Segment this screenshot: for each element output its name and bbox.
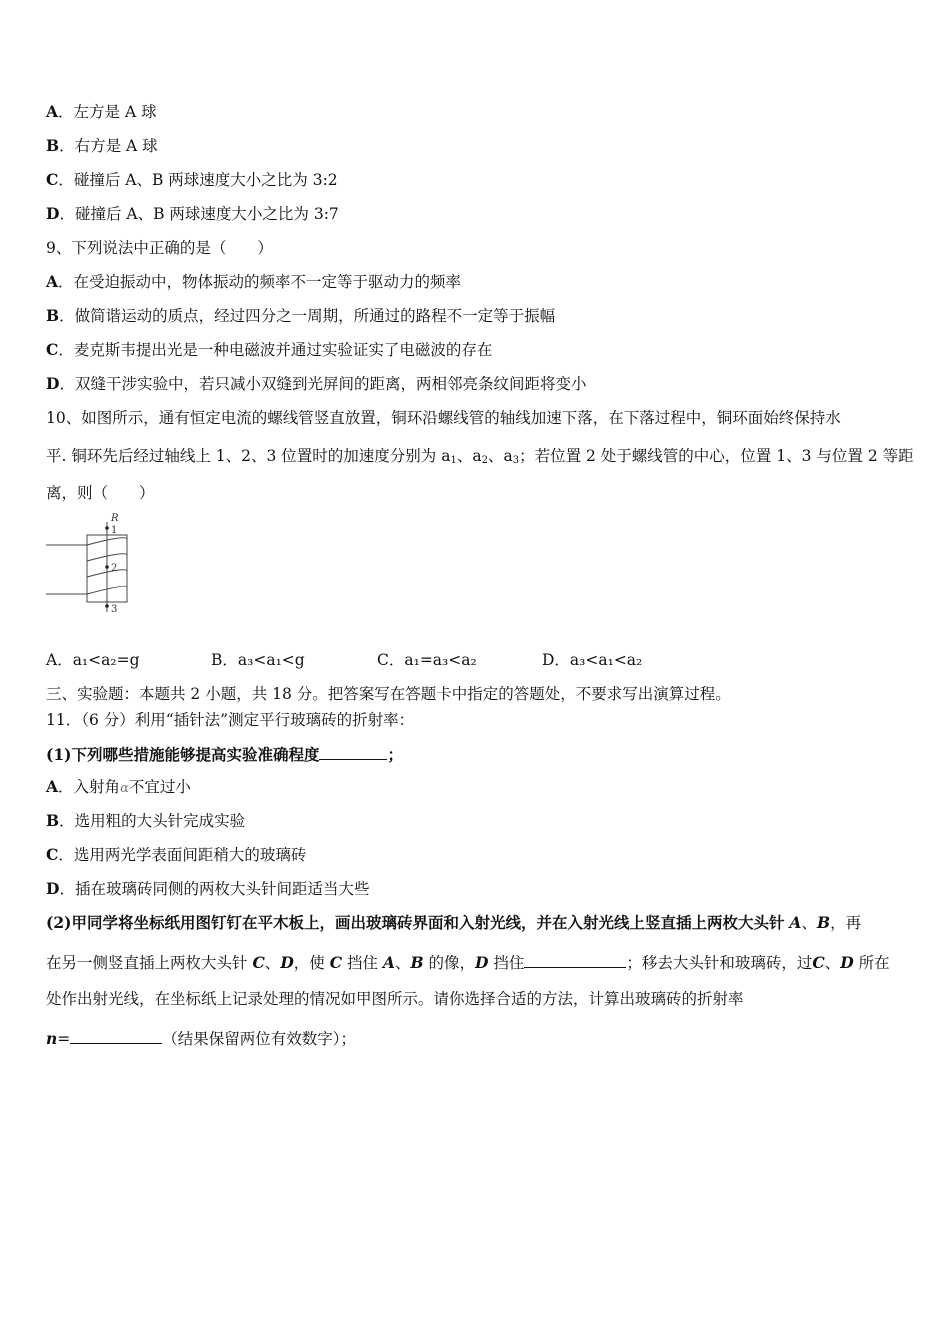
q11-part2-line4: n= （结果保留两位有效数字）； xyxy=(46,1029,357,1048)
q10-option-d: D．a₃<a₁<a₂ xyxy=(542,651,643,669)
figure-label-2: 2 xyxy=(111,563,118,574)
q9-option-c: C．麦克斯韦提出光是一种电磁波并通过实验证实了电磁波的存在 xyxy=(46,340,493,359)
q11-option-b: B．选用粗的大头针完成实验 xyxy=(46,811,246,830)
answer-blank-2[interactable] xyxy=(524,951,626,968)
figure-label-r: R xyxy=(111,513,119,524)
solenoid-figure xyxy=(40,508,150,620)
q10-stem-line3: 离，则（ ） xyxy=(46,484,155,502)
q8-option-b: B．右方是 A 球 xyxy=(46,136,158,155)
answer-blank-3[interactable] xyxy=(70,1027,162,1044)
q8-option-c: C．碰撞后 A、B 两球速度大小之比为 3:2 xyxy=(46,170,338,189)
section3-heading: 三、实验题：本题共 2 小题，共 18 分。把答案写在答题卡中指定的答题处，不要求写出演算过程。 xyxy=(46,685,731,703)
q10-stem-line1: 10、如图所示，通有恒定电流的螺线管竖直放置，铜环沿螺线管的轴线加速下落，在下落过程中，铜环面始终保持水 xyxy=(46,409,841,427)
q10-option-a: A．a₁<a₂=g xyxy=(46,651,140,669)
q11-part2-line1: (2)甲同学将坐标纸用图钉钉在平木板上，画出玻璃砖界面和入射光线，并在入射光线上竖直插上两枚大头针 A、B，再 xyxy=(46,913,862,932)
q9-option-d: D．双缝干涉实验中，若只减小双缝到光屏间的距离，两相邻亮条纹间距将变小 xyxy=(46,374,587,393)
q11-part1: (1)下列哪些措施能够提高实验准确程度 ； xyxy=(46,745,403,764)
q8-option-a: A．左方是 A 球 xyxy=(46,102,157,121)
q10-option-c: C．a₁=a₃<a₂ xyxy=(377,651,477,669)
q10-option-b: B．a₃<a₁<g xyxy=(211,651,305,669)
q9-option-b: B．做简谐运动的质点，经过四分之一周期，所通过的路程不一定等于振幅 xyxy=(46,306,556,325)
q9-option-a: A．在受迫振动中，物体振动的频率不一定等于驱动力的频率 xyxy=(46,272,462,291)
q11-stem: 11．（6 分）利用“插针法”测定平行玻璃砖的折射率： xyxy=(46,711,415,729)
answer-blank-1[interactable] xyxy=(319,743,387,760)
q9-stem: 9、下列说法中正确的是（ ） xyxy=(46,239,273,257)
alpha-symbol: α xyxy=(120,781,129,796)
q8-option-d: D．碰撞后 A、B 两球速度大小之比为 3:7 xyxy=(46,204,339,223)
q11-option-d: D．插在玻璃砖同侧的两枚大头针间距适当大些 xyxy=(46,879,370,898)
q11-option-c: C．选用两光学表面间距稍大的玻璃砖 xyxy=(46,845,307,864)
q11-part2-line3: 处作出射光线，在坐标纸上记录处理的情况如甲图所示。请你选择合适的方法，计算出玻璃砖的折射率 xyxy=(46,990,744,1008)
figure-label-3: 3 xyxy=(111,604,118,615)
q10-stem-line2: 平. 铜环先后经过轴线上 1、2、3 位置时的加速度分别为 $a_1$、$a_2$、$a_3$；若位置 2 处于螺线管的中心，位置 1、3 与位置 2 等距 xyxy=(46,447,914,466)
q11-option-a: A．入射角α不宜过小 xyxy=(46,777,191,796)
q11-part2-line2: 在另一侧竖直插上两枚大头针 C、D，使 C 挡住 A、B 的像，D 挡住 ；移去大头针和玻璃砖，过C、D 所在 xyxy=(46,953,890,972)
figure-label-1: 1 xyxy=(111,525,118,536)
